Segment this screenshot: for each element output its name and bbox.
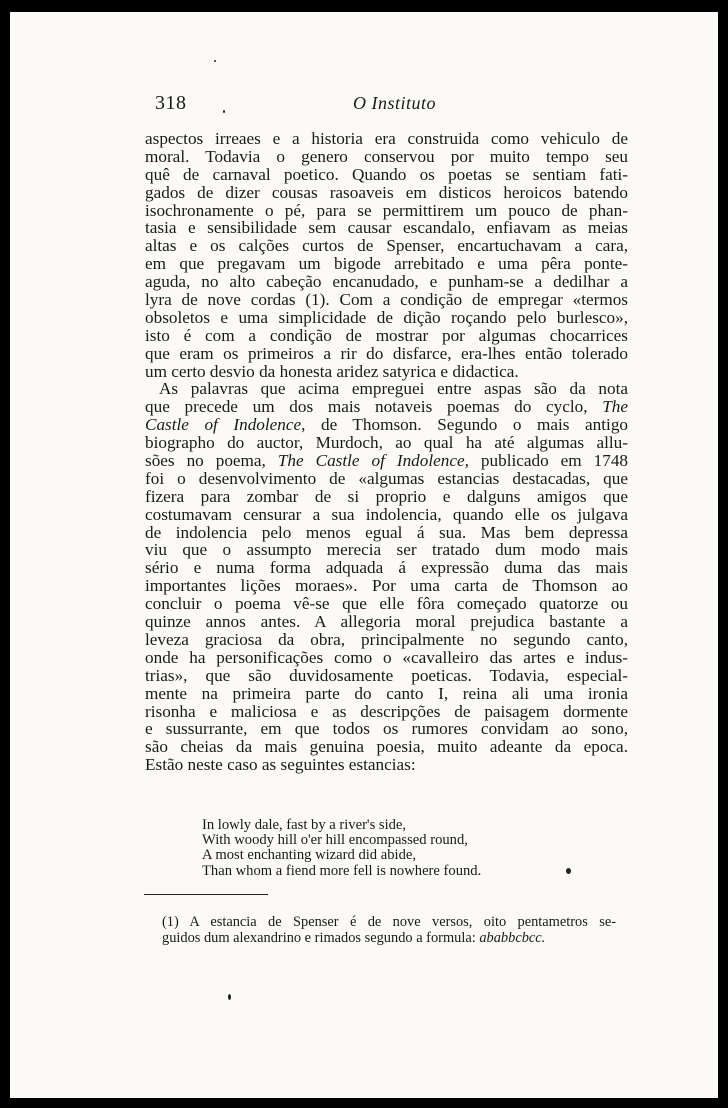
italic-title: The — [602, 397, 628, 417]
ink-speck — [228, 994, 231, 1000]
text-line: isto é com a condição de mostrar por algumas chocarrices — [145, 325, 628, 345]
text-line: e sussurrante, em que todos os rumores convidam ao sono, — [145, 719, 628, 739]
text-fragment: publicado em 1748 — [480, 451, 629, 471]
text-line: viu que o assumpto merecia ser tratado dum modo mais — [145, 540, 628, 560]
journal-title: O Instituto — [353, 93, 437, 113]
text-line — [145, 398, 628, 416]
verse-line: With woody hill o'er hill encompassed round, — [202, 832, 468, 849]
text-line: isochronamente o pé, para se permittirem um pouco de phan- — [145, 200, 628, 220]
text-line: importantes lições moraes». Por uma carta de Thomson ao — [145, 576, 628, 596]
text-fragment: que precede um dos mais notaveis poemas do cyclo, — [145, 397, 588, 417]
text-line: são cheias da mais genuina poesia, muito adeante da epoca. — [145, 737, 628, 757]
text-line: quinze annos antes. A allegoria moral prejudica bastante a — [145, 612, 628, 632]
text-line: de indolencia pelo menos egual á sua. Mas bem depressa — [145, 522, 628, 542]
text-line: risonha e maliciosa e as descripções de paisagem dormente — [145, 701, 628, 721]
text-line: em que pregavam um bigode arrebitado e uma pêra ponte- — [145, 254, 628, 274]
text-line: onde ha personificações como o «cavalleiro das artes e indus- — [145, 647, 628, 667]
text-line: biographo do auctor, Murdoch, ao qual ha até algumas allu- — [145, 433, 628, 453]
text-line: que eram os primeiros a rir do disfarce, era-lhes então tolerado — [145, 343, 628, 363]
text-line: aguda, no alto cabeção encanudado, e punham-se a dedilhar a — [145, 272, 628, 292]
italic-title: The Castle of Indolence, — [277, 451, 469, 471]
text-fragment: guidos dum alexandrino e rimados segundo a formula: — [162, 929, 476, 946]
text-line: As palavras que acima empreguei entre aspas são da nota — [159, 379, 628, 399]
rhyme-formula: ababbcbcc. — [479, 929, 546, 946]
text-line: obsoletos e uma simplicidade de dição roçando pelo burlesco», — [145, 307, 628, 327]
book-page — [10, 12, 718, 1098]
text-line: lyra de nove cordas (1). Com a condição de empregar «termos — [145, 290, 628, 310]
verse-line: In lowly dale, fast by a river's side, — [202, 817, 407, 833]
text-line: aspectos irreaes e a historia era construida como vehiculo de — [145, 129, 628, 148]
footnote — [162, 915, 616, 946]
page-number: 318 — [155, 92, 187, 114]
footnote-line: (1) A estancia de Spenser é de nove versos, oito pentametros se- — [162, 914, 616, 930]
footnote-line — [162, 931, 616, 947]
text-line: quê de carnaval poetico. Quando os poetas se sentiam fati- — [145, 164, 628, 184]
body-text — [145, 130, 628, 774]
text-line: Estão neste caso as seguintes estancias: — [145, 755, 416, 775]
text-line: tasia e sensibilidade sem causar escandalo, enfiavam as meias — [145, 218, 628, 238]
text-line — [145, 416, 628, 434]
text-line: moral. Todavia o genero conservou por muito tempo seu — [145, 146, 628, 166]
text-fragment: de Thomson. Segundo o mais antigo — [320, 415, 629, 435]
text-line: leveza graciosa da obra, principalmente no segundo canto, — [145, 629, 628, 649]
ink-speck — [566, 868, 571, 874]
text-line: sério e numa forma adquada á expressão duma das mais — [145, 558, 628, 578]
verse-quotation — [202, 818, 622, 879]
text-line: foi o desenvolvimento de «algumas estancias destacadas, que — [145, 468, 628, 488]
footnote-divider — [144, 894, 268, 895]
text-line: fizera para zombar de si proprio e dalguns amigos que — [145, 486, 628, 506]
text-line: um certo desvio da honesta aridez satyrica e didactica. — [145, 361, 519, 381]
text-line: altas e os calções curtos de Spenser, encartuchavam a cara, — [145, 236, 628, 256]
running-head — [155, 92, 635, 116]
text-line: trias», que são duvidosamente poeticas. Todavia, especial- — [145, 665, 628, 685]
text-line: mente na primeira parte do canto I, reina ali uma ironia — [145, 683, 628, 703]
text-line — [145, 452, 628, 470]
italic-title: Castle of Indolence, — [145, 415, 306, 435]
ink-speck — [214, 60, 216, 62]
text-line: gados de dizer cousas rasoaveis em disticos heroicos batendo — [145, 182, 628, 202]
ink-speck — [223, 110, 225, 113]
text-line: concluir o poema vê-se que elle fôra começado quatorze ou — [145, 594, 628, 614]
text-line: costumavam censurar a sua indolencia, quando elle os julgava — [145, 504, 628, 524]
verse-line: Than whom a fiend more fell is nowhere found. — [202, 862, 482, 879]
verse-line: A most enchanting wizard did abide, — [202, 847, 416, 864]
text-fragment: sões no poema, — [145, 451, 266, 471]
